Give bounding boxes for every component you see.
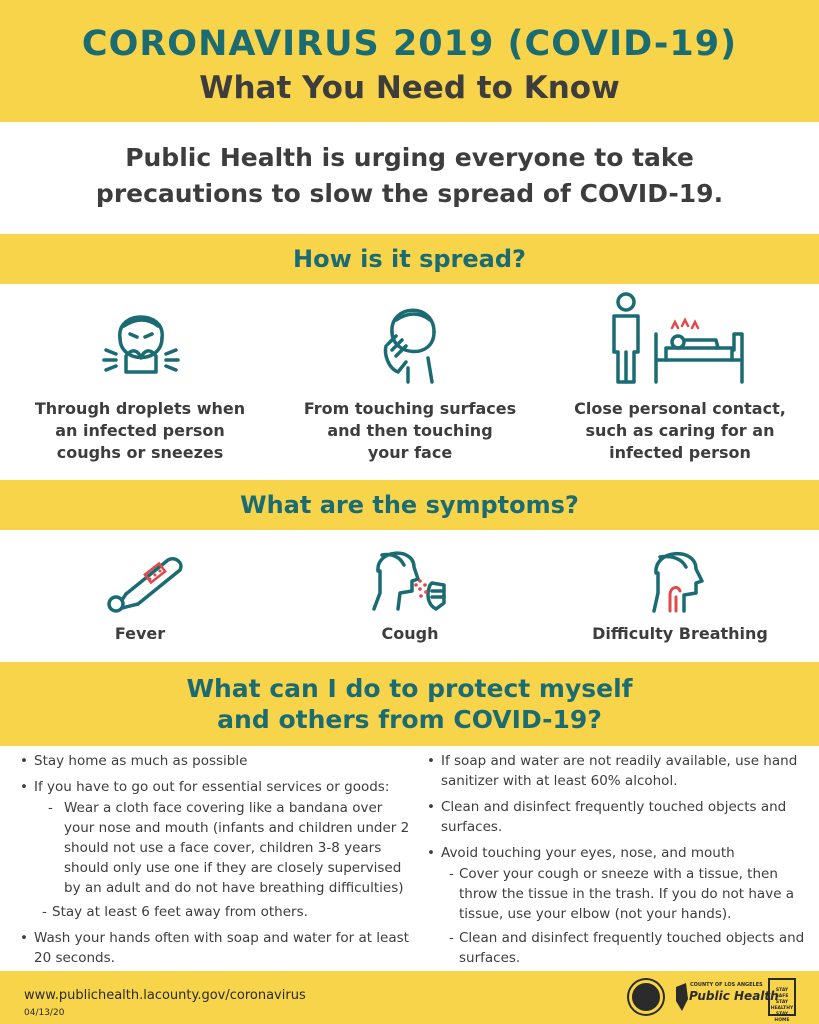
caption-line: an infected person	[55, 421, 225, 440]
intro-text	[0, 140, 819, 212]
list-sub-item: - Clean and disinfect frequently touched objects and surfaces.	[449, 928, 807, 968]
list-item	[427, 797, 807, 837]
footer-date: 04/13/20	[24, 1008, 65, 1018]
list-sub-item: - Cover your cough or sneeze with a tissue, then throw the tissue in the trash. If you do not have a tissue, use your elbow (not your hands).	[449, 864, 807, 924]
spread-caption-surfaces	[290, 398, 530, 464]
protect-list-left	[20, 751, 412, 974]
poster-title: CORONAVIRUS 2019 (COVID-19)	[81, 24, 738, 64]
symptom-label-cough: Cough	[381, 624, 439, 643]
header-band	[0, 0, 819, 122]
protect-list-right	[427, 751, 807, 974]
caption-line: Close personal contact,	[574, 399, 786, 418]
caregiver-bed-icon	[606, 290, 748, 386]
stay-safe-badge: STAY SAFE STAY HEALTHY STAY HOME	[768, 978, 796, 1016]
list-sub-item: - Stay at least 6 feet away from others.	[42, 902, 412, 922]
intro-line-2: precautions to slow the spread of COVID-19.	[95, 179, 724, 208]
symptom-label-fever: Fever	[114, 624, 166, 643]
protect-heading-line-2: and others from COVID-19?	[217, 705, 602, 734]
list-item	[427, 843, 807, 968]
list-item-text: If soap and water are not readily available, use hand sanitizer with at least 60% alcohol.	[441, 753, 798, 789]
spread-heading: How is it spread?	[0, 234, 819, 284]
logo-public-health-text: Public Health	[689, 989, 779, 1003]
protect-heading-line-1: What can I do to protect myself	[186, 674, 633, 703]
spread-caption-droplets	[20, 398, 260, 464]
coughing-person-icon	[370, 545, 450, 613]
caption-line: such as caring for an	[585, 421, 775, 440]
caption-line: and then touching	[327, 421, 493, 440]
sneezing-person-icon	[102, 298, 180, 382]
footer-url-link[interactable]: www.publichealth.lacounty.gov/coronavirus	[24, 988, 306, 1003]
list-item	[20, 777, 412, 922]
logo-county-text: COUNTY OF LOS ANGELES	[690, 982, 763, 988]
caption-line: coughs or sneezes	[56, 443, 224, 462]
symptoms-heading: What are the symptoms?	[0, 480, 819, 530]
footer-band	[0, 971, 819, 1024]
symptom-label-breathing: Difficulty Breathing	[592, 624, 768, 643]
intro-line-1: Public Health is urging everyone to take	[125, 143, 694, 172]
list-item-text: If you have to go out for essential services or goods:	[34, 779, 390, 795]
caption-line: From touching surfaces	[303, 399, 517, 418]
caption-line: infected person	[609, 443, 751, 462]
thermometer-icon	[100, 552, 190, 614]
spread-caption-contact	[560, 398, 800, 464]
breathing-difficulty-icon	[650, 545, 708, 613]
list-item-text: Stay home as much as possible	[34, 753, 248, 769]
caption-line: Through droplets when	[34, 399, 246, 418]
list-item	[20, 928, 412, 968]
list-item-text: Wash your hands often with soap and water for at least 20 seconds.	[34, 930, 409, 966]
poster-subtitle: What You Need to Know	[199, 70, 620, 106]
touching-face-icon	[378, 298, 442, 386]
county-seal-icon	[629, 980, 663, 1014]
list-sub-item: - Wear a cloth face covering like a bandana over your nose and mouth (infants and children under 2 should not use a face cover, children 3-8 years should only use one if they are closely supervised by an adult and do not have breathing difficulties)	[42, 798, 412, 898]
list-item	[427, 751, 807, 791]
list-item	[20, 751, 412, 771]
list-item-text: Clean and disinfect frequently touched objects and surfaces.	[441, 799, 787, 835]
list-item-text: Avoid touching your eyes, nose, and mouth	[441, 845, 735, 861]
protect-heading	[0, 662, 819, 746]
caption-line: your face	[367, 443, 453, 462]
